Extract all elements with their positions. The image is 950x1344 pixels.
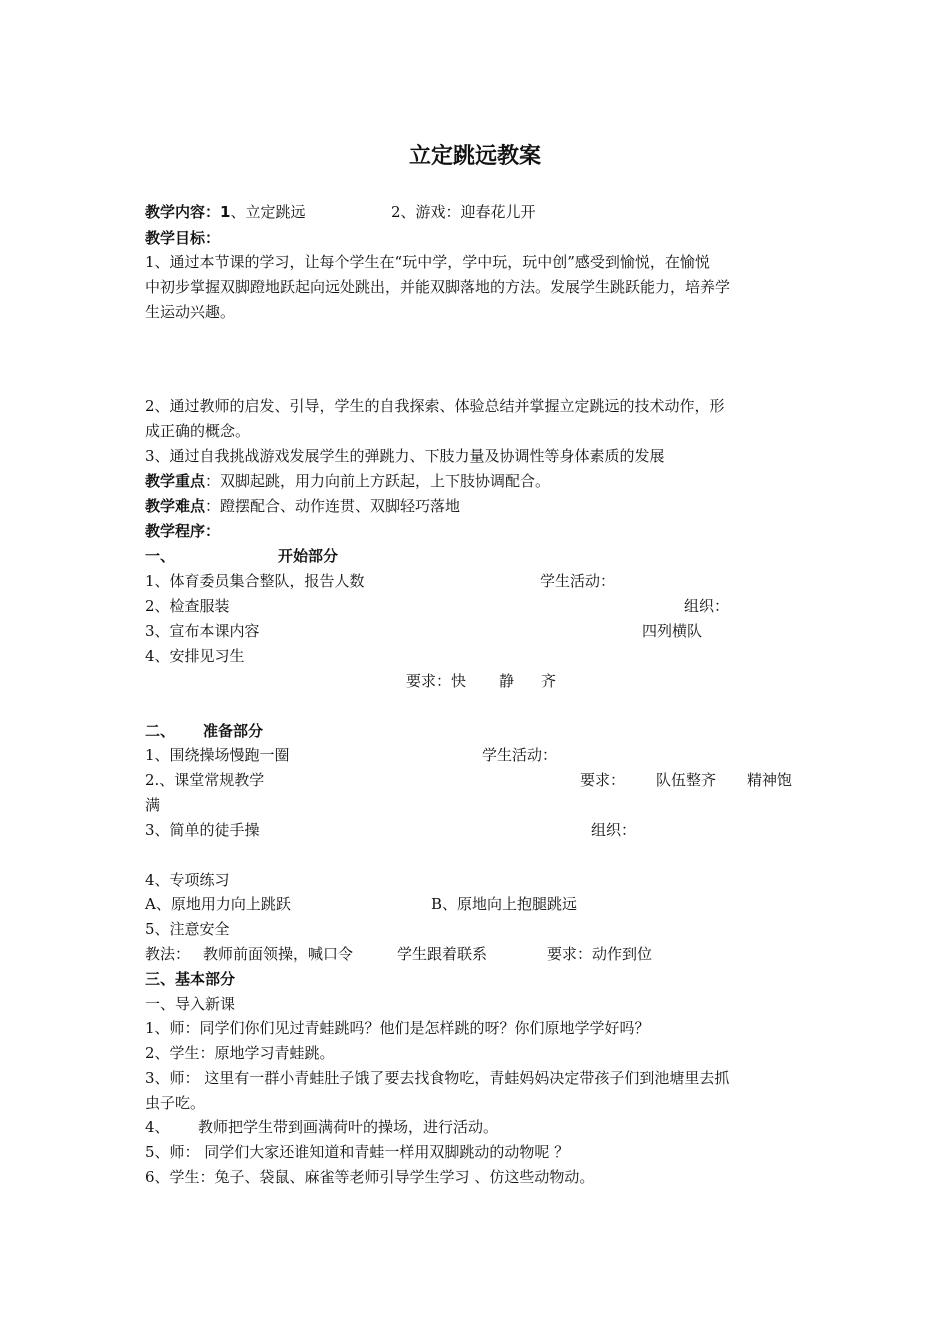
part1-org-label: 组织： (684, 597, 730, 615)
goal1-line3: 生运动兴趣。 (145, 303, 236, 321)
part1-requirement-label: 要求：快 (406, 672, 467, 690)
key-point-label: 教学重点 (145, 472, 206, 490)
content-item1-number: 1 (220, 203, 231, 221)
goal2-line2: 成正确的概念。 (145, 422, 251, 440)
part2-method-teacher: 教师前面领操，喊口令 (203, 945, 354, 963)
part2-requirement-b: 精神饱 (747, 771, 793, 789)
content-item1-text: 、立定跳远 (230, 203, 306, 221)
part3-line4-number: 4、 (145, 1118, 170, 1136)
part3-title: 三、基本部分 (145, 970, 236, 988)
key-point-line (145, 471, 550, 491)
part2-activity-label: 学生活动： (482, 746, 558, 764)
goal1-line1: 1、通过本节课的学习，让每个学生在“玩中学，学中玩，玩中创”感受到愉悦，在愉悦 (145, 253, 710, 271)
goal2-line1: 2、通过教师的启发、引导，学生的自我探索、体验总结并掌握立定跳远的技术动作，形 (145, 397, 725, 415)
difficulty-label: 教学难点 (145, 497, 206, 515)
part2-method-label: 教法： (145, 945, 191, 963)
part3-line5: 5、师： 同学们大家还谁知道和青蛙一样用双脚跳动的动物呢 ？ (145, 1143, 570, 1161)
part2-item2: 2.、课堂常规教学 (145, 771, 265, 789)
part1-activity-label: 学生活动： (540, 572, 616, 590)
content-item2: 2、游戏：迎春花儿开 (391, 203, 536, 221)
part1-item2: 2、检查服装 (145, 597, 230, 615)
part2-item4: 4、专项练习 (145, 871, 230, 889)
key-point-text: ：双脚起跳，用力向前上方跃起，上下肢协调配合。 (205, 472, 551, 490)
part3-line4-text: 教师把学生带到画满荷叶的操场，进行活动。 (198, 1118, 499, 1136)
part2-title: 准备部分 (203, 722, 264, 740)
part2-item-b: B、原地向上抱腿跳远 (431, 895, 578, 913)
procedure-label: 教学程序： (145, 522, 221, 540)
part1-requirement-2: 静 (499, 672, 515, 690)
part3-line2: 2、学生：原地学习青蛙跳。 (145, 1044, 335, 1062)
part2-item-a: A、原地用力向上跳跃 (145, 895, 291, 913)
part2-number: 二、 (145, 722, 176, 740)
part1-item4: 4、安排见习生 (145, 647, 245, 665)
part2-requirement-label: 要求： (580, 771, 626, 789)
part3-subtitle: 一、导入新课 (145, 995, 236, 1013)
part2-org-label: 组织： (591, 821, 637, 839)
goal3: 3、通过自我挑战游戏发展学生的弹跳力、下肢力量及协调性等身体素质的发展 (145, 447, 665, 465)
part2-item1: 1、围绕操场慢跑一圈 (145, 746, 290, 764)
part1-number: 一、 (145, 547, 176, 565)
goal1-line2: 中初步掌握双脚蹬地跃起向远处跳出，并能双脚落地的方法。发展学生跳跃能力，培养学 (145, 278, 731, 296)
part1-formation: 四列横队 (642, 622, 703, 640)
document-title: 立定跳远教案 (408, 144, 541, 169)
difficulty-line (145, 496, 460, 516)
teaching-content-label: 教学内容： (145, 203, 221, 221)
part1-item1: 1、体育委员集合整队，报告人数 (145, 572, 365, 590)
difficulty-text: ：蹬摆配合、动作连贯、双脚轻巧落地 (205, 497, 461, 515)
part2-item3: 3、简单的徒手操 (145, 821, 260, 839)
part3-line3a: 3、师： 这里有一群小青蛙肚子饿了要去找食物吃，青蛙妈妈决定带孩子们到池塘里去抓 (145, 1069, 730, 1087)
part3-line1: 1、师：同学们你们见过青蛙跳吗？他们是怎样跳的呀？你们原地学学好吗？ (145, 1019, 650, 1037)
part2-requirement-a: 队伍整齐 (656, 771, 717, 789)
part3-line6: 6、学生：兔子、袋鼠、麻雀等老师引导学生学习 、仿这些动物动。 (145, 1168, 595, 1186)
part1-title: 开始部分 (278, 547, 339, 565)
part2-method-requirement: 要求：动作到位 (547, 945, 653, 963)
part3-line3b: 虫子吃。 (145, 1094, 206, 1112)
part2-requirement-b-continued: 满 (145, 796, 161, 814)
teaching-goals-label: 教学目标： (145, 229, 221, 247)
part2-item5: 5、注意安全 (145, 920, 230, 938)
teaching-content-line (145, 202, 305, 222)
part1-requirement-3: 齐 (541, 672, 557, 690)
part2-method-student: 学生跟着联系 (397, 945, 488, 963)
part1-item3: 3、宣布本课内容 (145, 622, 260, 640)
